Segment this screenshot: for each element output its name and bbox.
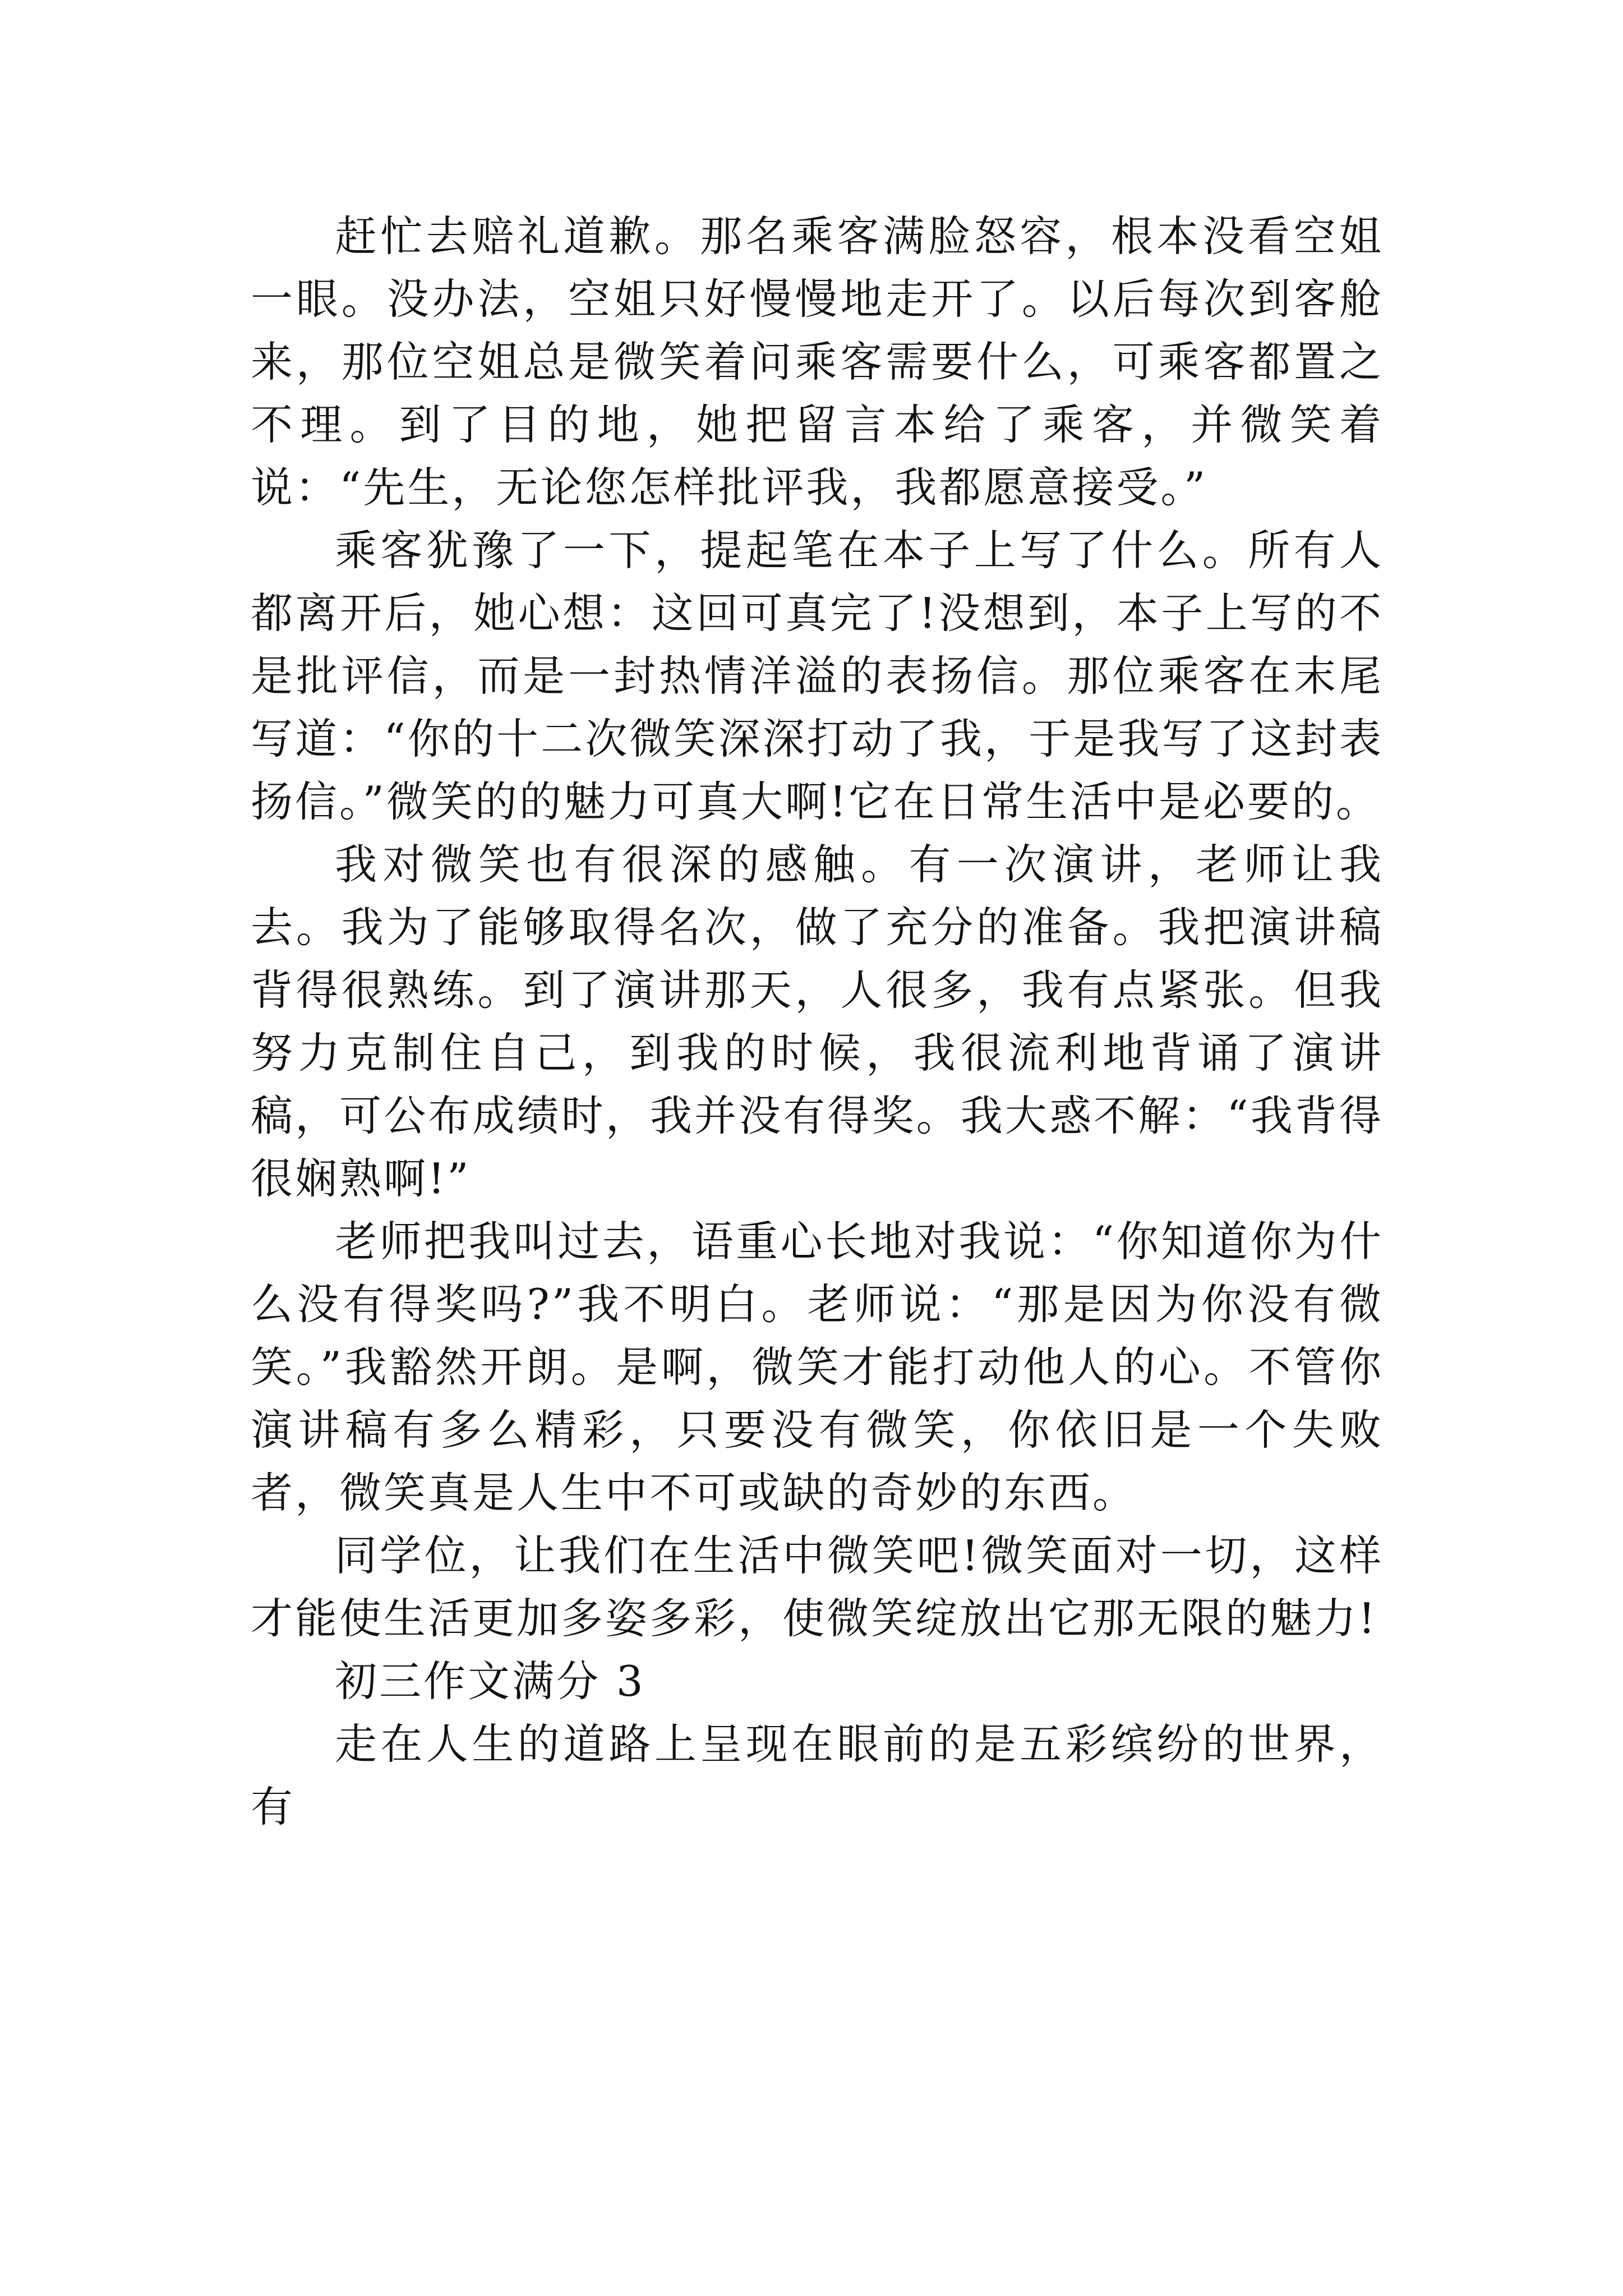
paragraph-praise-letter: 乘客犹豫了一下，提起笔在本子上写了什么。所有人都离开后，她心想：这回可真完了!没想到，本子上写的不是批评信，而是一封热情洋溢的表扬信。那位乘客在末尾写道：“你的十二次微笑深深打动了我，于是我写了这封表扬信。”微笑的的魅力可真大啊!它在日常生活中是必要的。 [251, 526, 1384, 826]
document-body [251, 205, 1384, 1838]
paragraph-conclusion: 同学位，让我们在生活中微笑吧!微笑面对一切，这样才能使生活更加多姿多彩，使微笑绽放出它那无限的魅力! [251, 1531, 1384, 1643]
essay-heading: 初三作文满分 3 [335, 1657, 645, 1706]
paragraph-speech: 我对微笑也有很深的感触。有一次演讲，老师让我去。我为了能够取得名次，做了充分的准备。我把演讲稿背得很熟练。到了演讲那天，人很多，我有点紧张。但我努力克制住自己，到我的时候，我很流利地背诵了演讲稿，可公布成绩时，我并没有得奖。我大惑不解：“我背得很娴熟啊!” [251, 840, 1384, 1203]
paragraph-apology: 赶忙去赔礼道歉。那名乘客满脸怒容，根本没看空姐一眼。没办法，空姐只好慢慢地走开了。以后每次到客舱来，那位空姐总是微笑着问乘客需要什么，可乘客都置之不理。到了目的地，她把留言本给了乘客，并微笑着说：“先生，无论您怎样批评我，我都愿意接受。” [251, 211, 1384, 512]
paragraph-next-essay-start: 走在人生的道路上呈现在眼前的是五彩缤纷的世界，有 [251, 1719, 1384, 1832]
paragraph-teacher: 老师把我叫过去，语重心长地对我说：“你知道你为什么没有得奖吗?”我不明白。老师说：“那是因为你没有微笑。”我豁然开朗。是啊，微笑才能打动他人的心。不管你演讲稿有多么精彩，只要没有微笑，你依旧是一个失败者，微笑真是人生中不可或缺的奇妙的东西。 [251, 1217, 1384, 1517]
